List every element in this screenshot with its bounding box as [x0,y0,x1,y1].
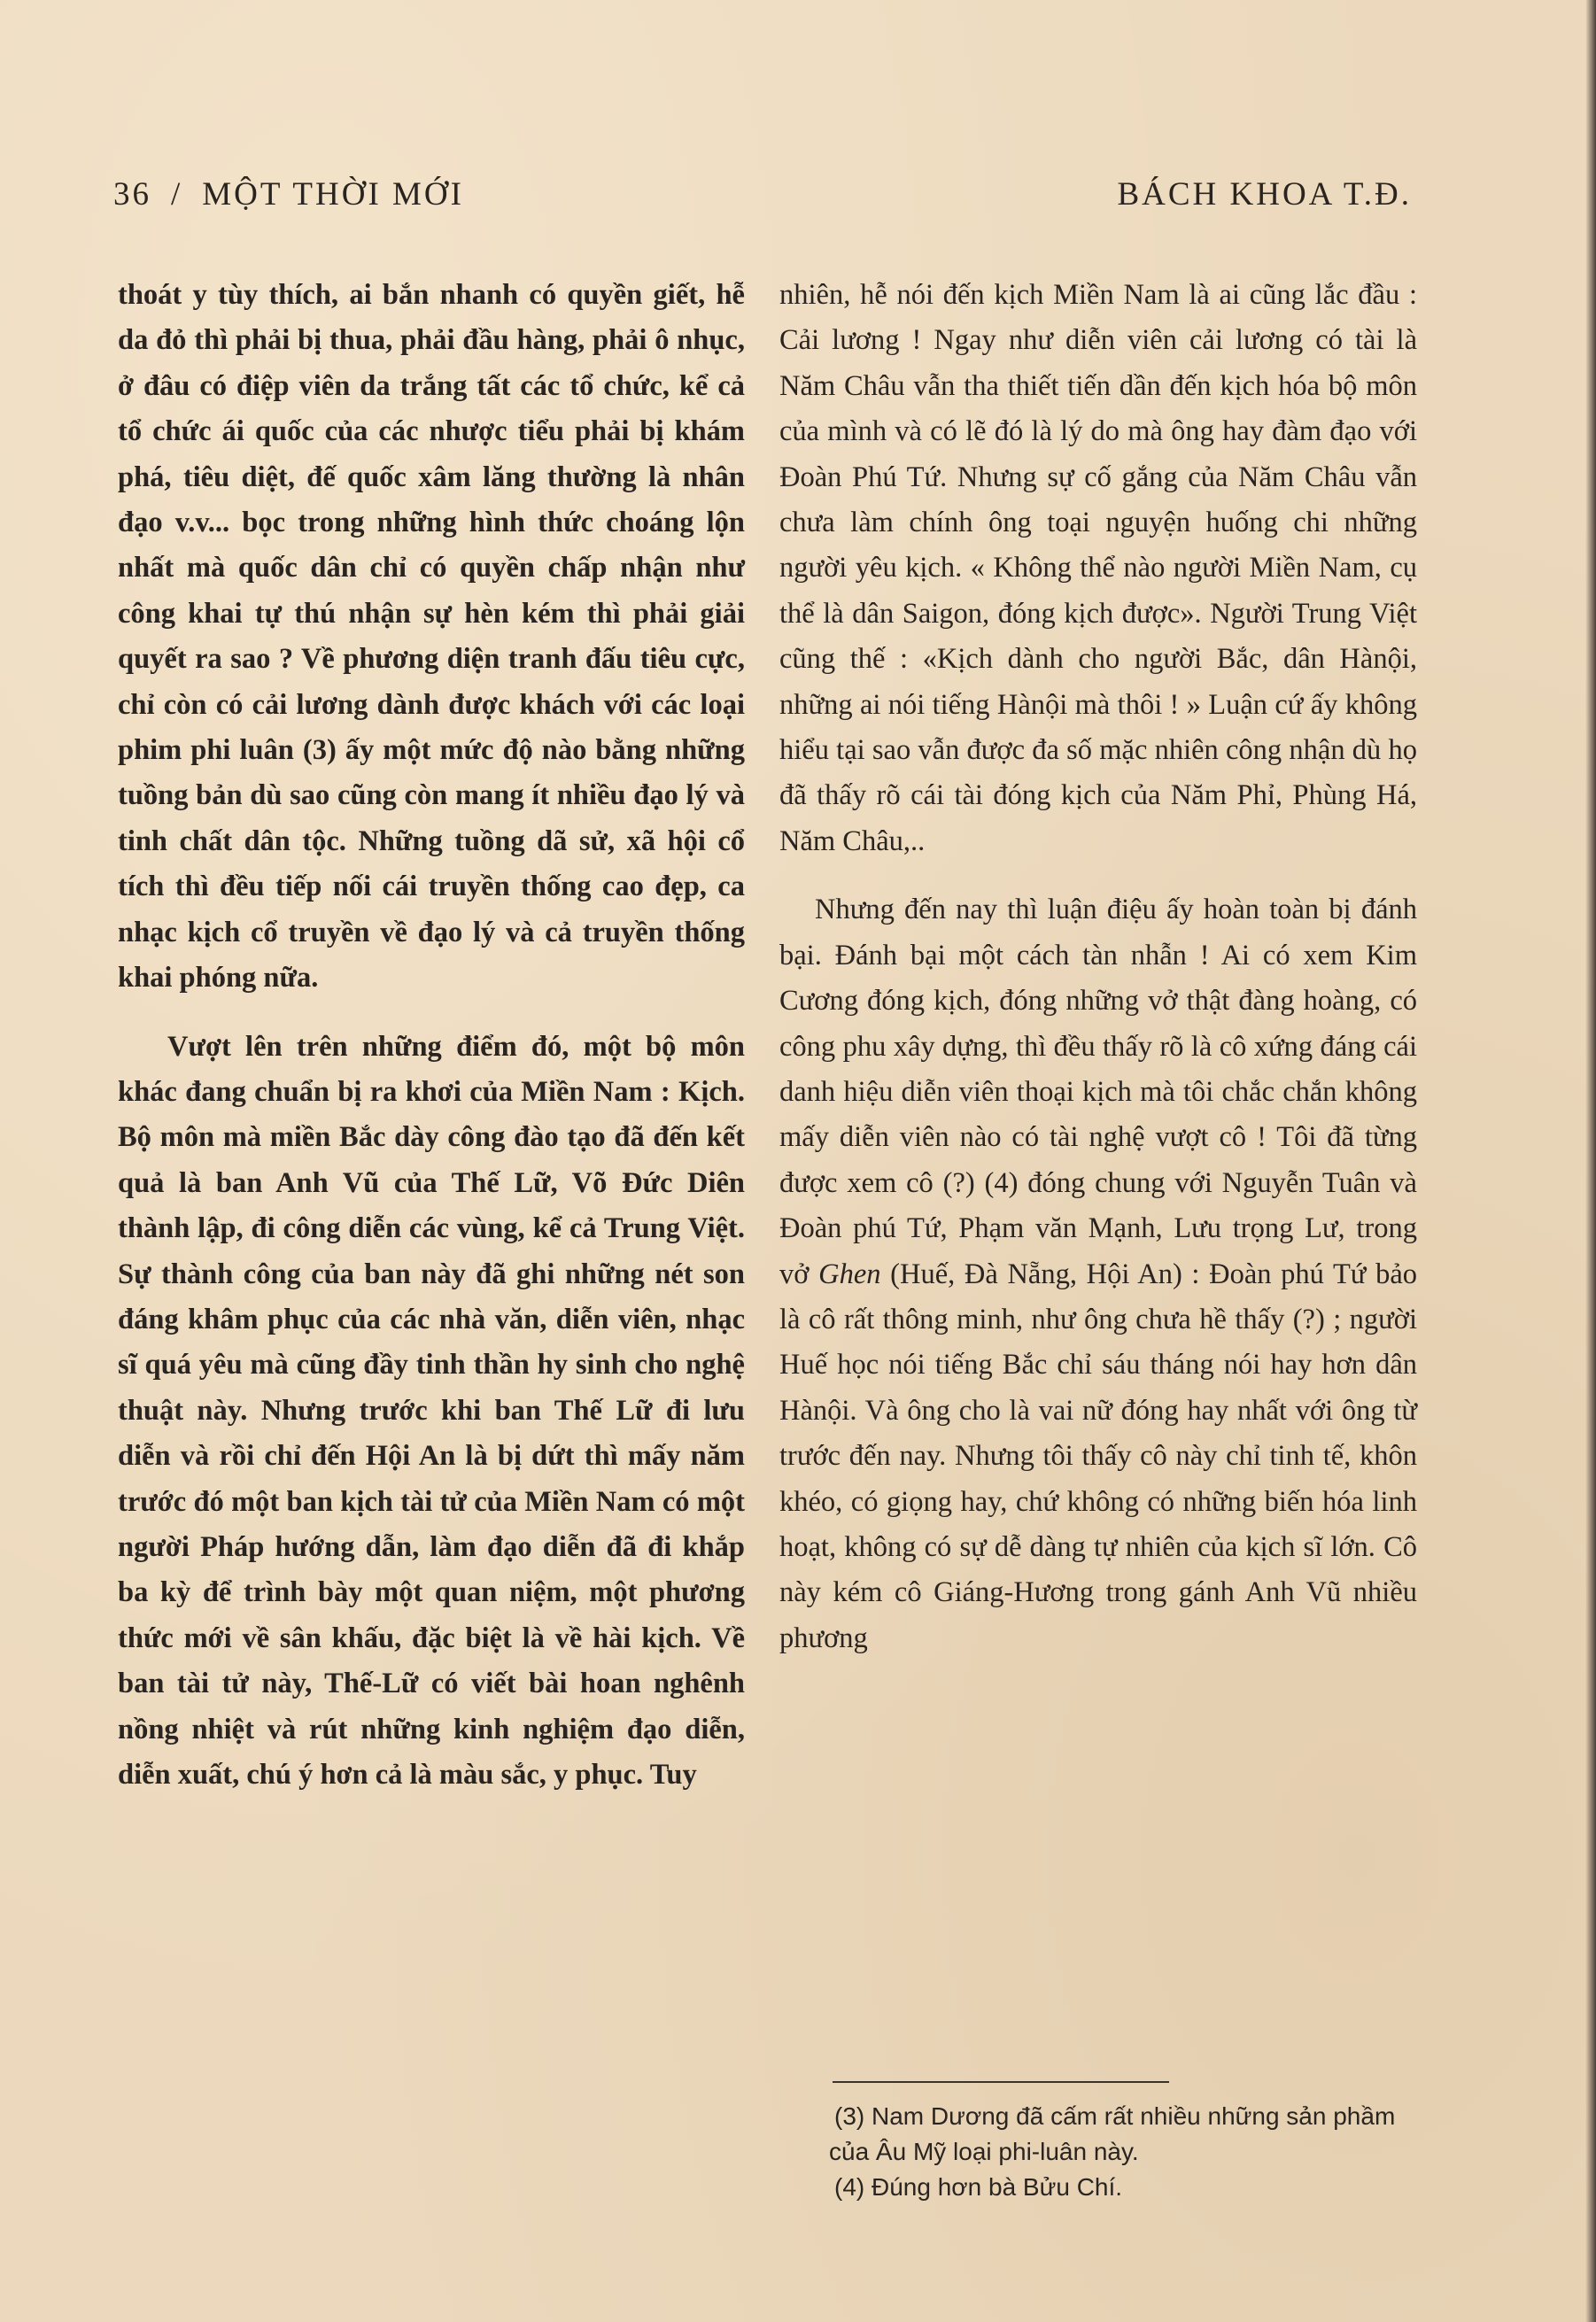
play-title: Ghen [818,1258,881,1290]
right-column [779,273,1417,1661]
left-paragraph-2: Vượt lên trên những điểm đó, một bộ môn khác đang chuẩn bị ra khơi của Miền Nam : Kịch. Bộ môn mà miền Bắc dày công đào tạo đã đến kết quả là ban Anh Vũ của Thế Lữ, Võ Đức Diên thành lập, đi công diễn các vùng, kể cả Trung Việt. Sự thành công của ban này đã ghi những nét son đáng khâm phục của các nhà văn, diễn viên, nhạc sĩ quá yêu mà cũng đầy tinh thần hy sinh cho nghệ thuật này. Nhưng trước khi ban Thế Lữ đi lưu diễn và rồi chỉ đến Hội An là bị dứt thì mấy năm trước đó một ban kịch tài tử của Miền Nam có một người Pháp hướng dẫn, làm đạo diễn đã đi khắp ba kỳ để trình bày một quan niệm, một phương thức mới về sân khấu, đặc biệt là về hài kịch. Về ban tài tử này, Thế-Lữ có viết bài hoan nghênh nồng nhiệt và rút những kinh nghiệm đạo diễn, diễn xuất, chú ý hơn cả là màu sắc, y phục. Tuy [118,1030,745,1791]
publication-name: BÁCH KHOA T.Đ. [1117,176,1412,213]
footnote-divider [833,2081,1169,2083]
right-paragraph-2 [779,887,1417,1661]
right-paragraph-2-text-b: (Huế, Đà Nẵng, Hội An) : Đoàn phú Tứ bảo là cô rất thông minh, như ông chưa hề thấy (?) ; người Huế học nói tiếng Bắc chỉ sáu tháng nói hay hơn dân Hànội. Và ông cho là vai nữ đóng hay nhất với ông từ trước đến nay. Nhưng tôi thấy cô này chỉ tinh tế, khôn khéo, có giọng hay, chứ không có những biến hóa linh hoạt, không có sự dễ dàng tự nhiên của kịch sĩ lớn. Cô này kém cô Giáng-Hương trong gánh Anh Vũ nhiều phương [779,1258,1417,1654]
page-edge-shadow [1585,0,1596,2322]
footnote-3: (3) Nam Dương đã cấm rất nhiều những sản phầm của Âu Mỹ loại phi-luân này. [829,2102,1396,2165]
page-number: 36 [113,176,151,213]
section-title: MỘT THỜI MỚI [202,176,464,213]
footnotes [829,2099,1431,2205]
left-column [118,273,745,1798]
running-header [113,175,1412,221]
header-left [113,175,464,213]
header-separator: / [171,176,183,213]
left-paragraph-1: thoát y tùy thích, ai bắn nhanh có quyền giết, hễ da đỏ thì phải bị thua, phải đầu hàng, phải ô nhục, ở đâu có điệp viên da trắng tất các tổ chức, kể cả tổ chức ái quốc của các nhược tiểu phải bị khám phá, tiêu diệt, đế quốc xâm lăng thường là nhân đạo v.v... bọc trong những hình thức choáng lộn nhất mà quốc dân chỉ có quyền chấp nhận như công khai tự thú nhận sự hèn kém thì phải giải quyết ra sao ? Về phương diện tranh đấu tiêu cực, chỉ còn có cải lương dành được khách với các loại phim phi luân (3) ấy một mức độ nào bằng những tuồng bản dù sao cũng còn mang ít nhiều đạo lý và tinh chất dân tộc. Những tuồng dã sử, xã hội cổ tích thì đều tiếp nối cái truyền thống cao đẹp, ca nhạc kịch cổ truyền về đạo lý và cả truyền thống khai phóng nữa. [118,279,745,995]
footnote-4: (4) Đúng hơn bà Bửu Chí. [834,2173,1123,2201]
right-paragraph-1: nhiên, hễ nói đến kịch Miền Nam là ai cũng lắc đầu : Cải lương ! Ngay như diễn viên cải lương có tài là Năm Châu vẫn tha thiết tiến dần đến kịch hóa bộ môn của mình và có lẽ đó là lý do mà ông hay đàm đạo với Đoàn Phú Tứ. Nhưng sự cố gắng của Năm Châu vẫn chưa làm chính ông toại nguyện huống chi những người yêu kịch. « Không thể nào người Miền Nam, cụ thể là dân Saigon, đóng kịch được». Người Trung Việt cũng thế : «Kịch dành cho người Bắc, dân Hànội, những ai nói tiếng Hànội mà thôi ! » Luận cứ ấy không hiểu tại sao vẫn được đa số mặc nhiên công nhận dù họ đã thấy rõ cái tài đóng kịch của Năm Phỉ, Phùng Há, Năm Châu,.. [779,279,1417,857]
right-paragraph-2-text-a: Nhưng đến nay thì luận điệu ấy hoàn toàn bị đánh bại. Đánh bại một cách tàn nhẫn ! Ai có xem Kim Cương đóng kịch, đóng những vở thật đàng hoàng, có công phu xây dựng, thì đều thấy rõ là cô xứng đáng cái danh hiệu diễn viên thoại kịch mà tôi chắc chắn không mấy diễn viên nào có tài nghệ vượt cô ! Tôi đã từng được xem cô (?) (4) đóng chung với Nguyễn Tuân và Đoàn phú Tứ, Phạm văn Mạnh, Lưu trọng Lư, trong vở [779,894,1417,1290]
